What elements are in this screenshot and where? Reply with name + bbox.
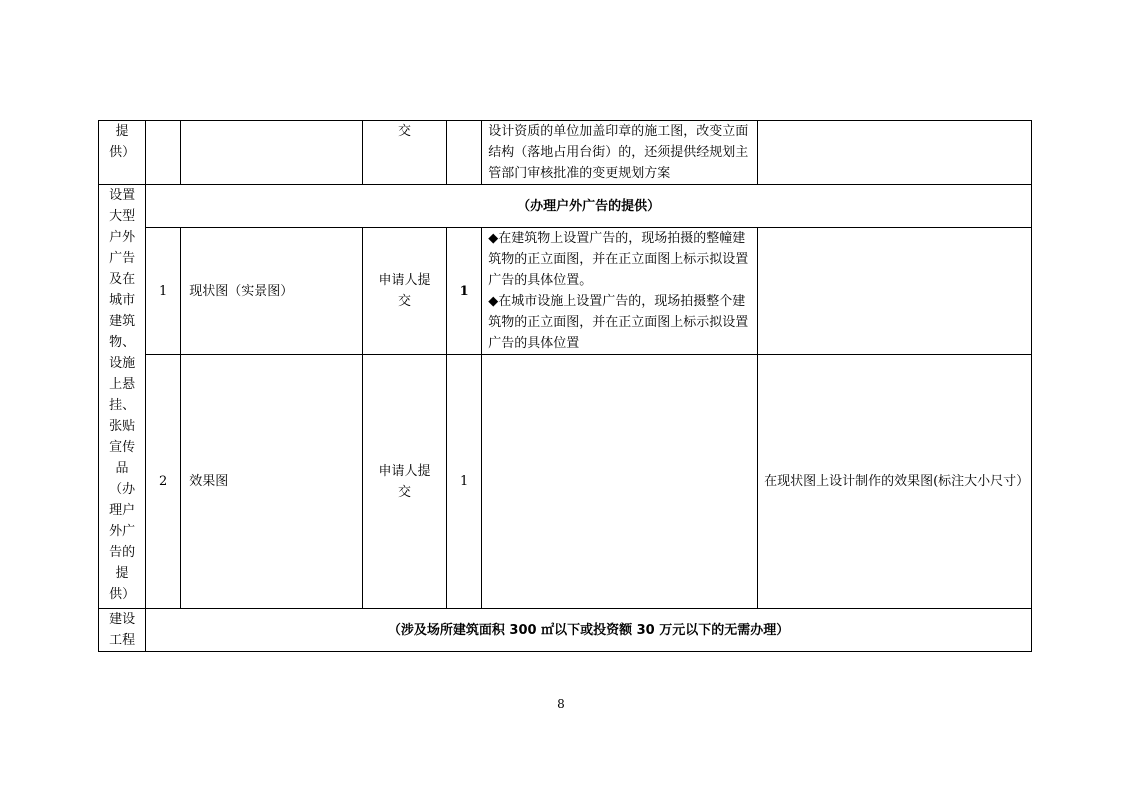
submitter-text: 申请人提交 <box>378 463 431 500</box>
count-cell <box>447 121 482 185</box>
category-text: 设置大型户外广告及在城市建筑物、设施上悬挂、张贴宣传品（办理户外广告的提供） <box>109 188 136 602</box>
materials-table <box>98 120 1032 652</box>
copy-count: 1 <box>447 355 482 609</box>
material-name: 现状图（实景图） <box>181 228 363 355</box>
row-number: 2 <box>146 355 181 609</box>
section-header-row <box>99 185 1032 228</box>
name-cell <box>181 121 363 185</box>
standard-cell <box>482 355 758 609</box>
number-cell <box>146 121 181 185</box>
submitter-cell <box>362 228 446 355</box>
material-name: 效果图 <box>181 355 363 609</box>
section-title: （办理户外广告的提供） <box>146 185 1032 228</box>
submitter-cell <box>362 121 446 185</box>
standard-text-2: ◆在城市设施上设置广告的，现场拍摄整个建筑物的正立面图，并在正立面图上标示拟设置广告的具体位置 <box>488 294 749 351</box>
category-text: 建设工程 <box>109 612 136 648</box>
note-cell: 在现状图上设计制作的效果图(标注大小尺寸） <box>758 355 1032 609</box>
row-number: 1 <box>146 228 181 355</box>
section-header-row <box>99 609 1032 652</box>
section-title: （涉及场所建筑面积 300 ㎡以下或投资额 30 万元以下的无需办理） <box>146 609 1032 652</box>
category-text: 提供） <box>109 124 136 160</box>
standard-text: 设计资质的单位加盖印章的施工图，改变立面结构（落地占用台街）的，还须提供经规划主管部门审核批准的变更规划方案 <box>488 124 749 181</box>
category-cell-construction <box>99 609 146 652</box>
submitter-text: 交 <box>397 124 411 139</box>
category-cell <box>99 121 146 185</box>
submitter-text: 申请人提交 <box>378 273 431 309</box>
submitter-cell <box>362 355 446 609</box>
standard-text-1: ◆在建筑物上设置广告的，现场拍摄的整幢建筑物的正立面图，并在正立面图上标示拟设置广告的具体位置。 <box>488 231 749 288</box>
category-cell-outdoor-ad <box>99 185 146 609</box>
standard-cell <box>482 121 758 185</box>
table-row <box>99 228 1032 355</box>
table-row <box>99 355 1032 609</box>
page-number: 8 <box>557 697 565 711</box>
note-cell <box>758 228 1032 355</box>
note-cell <box>758 121 1032 185</box>
standard-cell <box>482 228 758 355</box>
copy-count: 1 <box>447 228 482 355</box>
table-row-continued <box>99 121 1032 185</box>
